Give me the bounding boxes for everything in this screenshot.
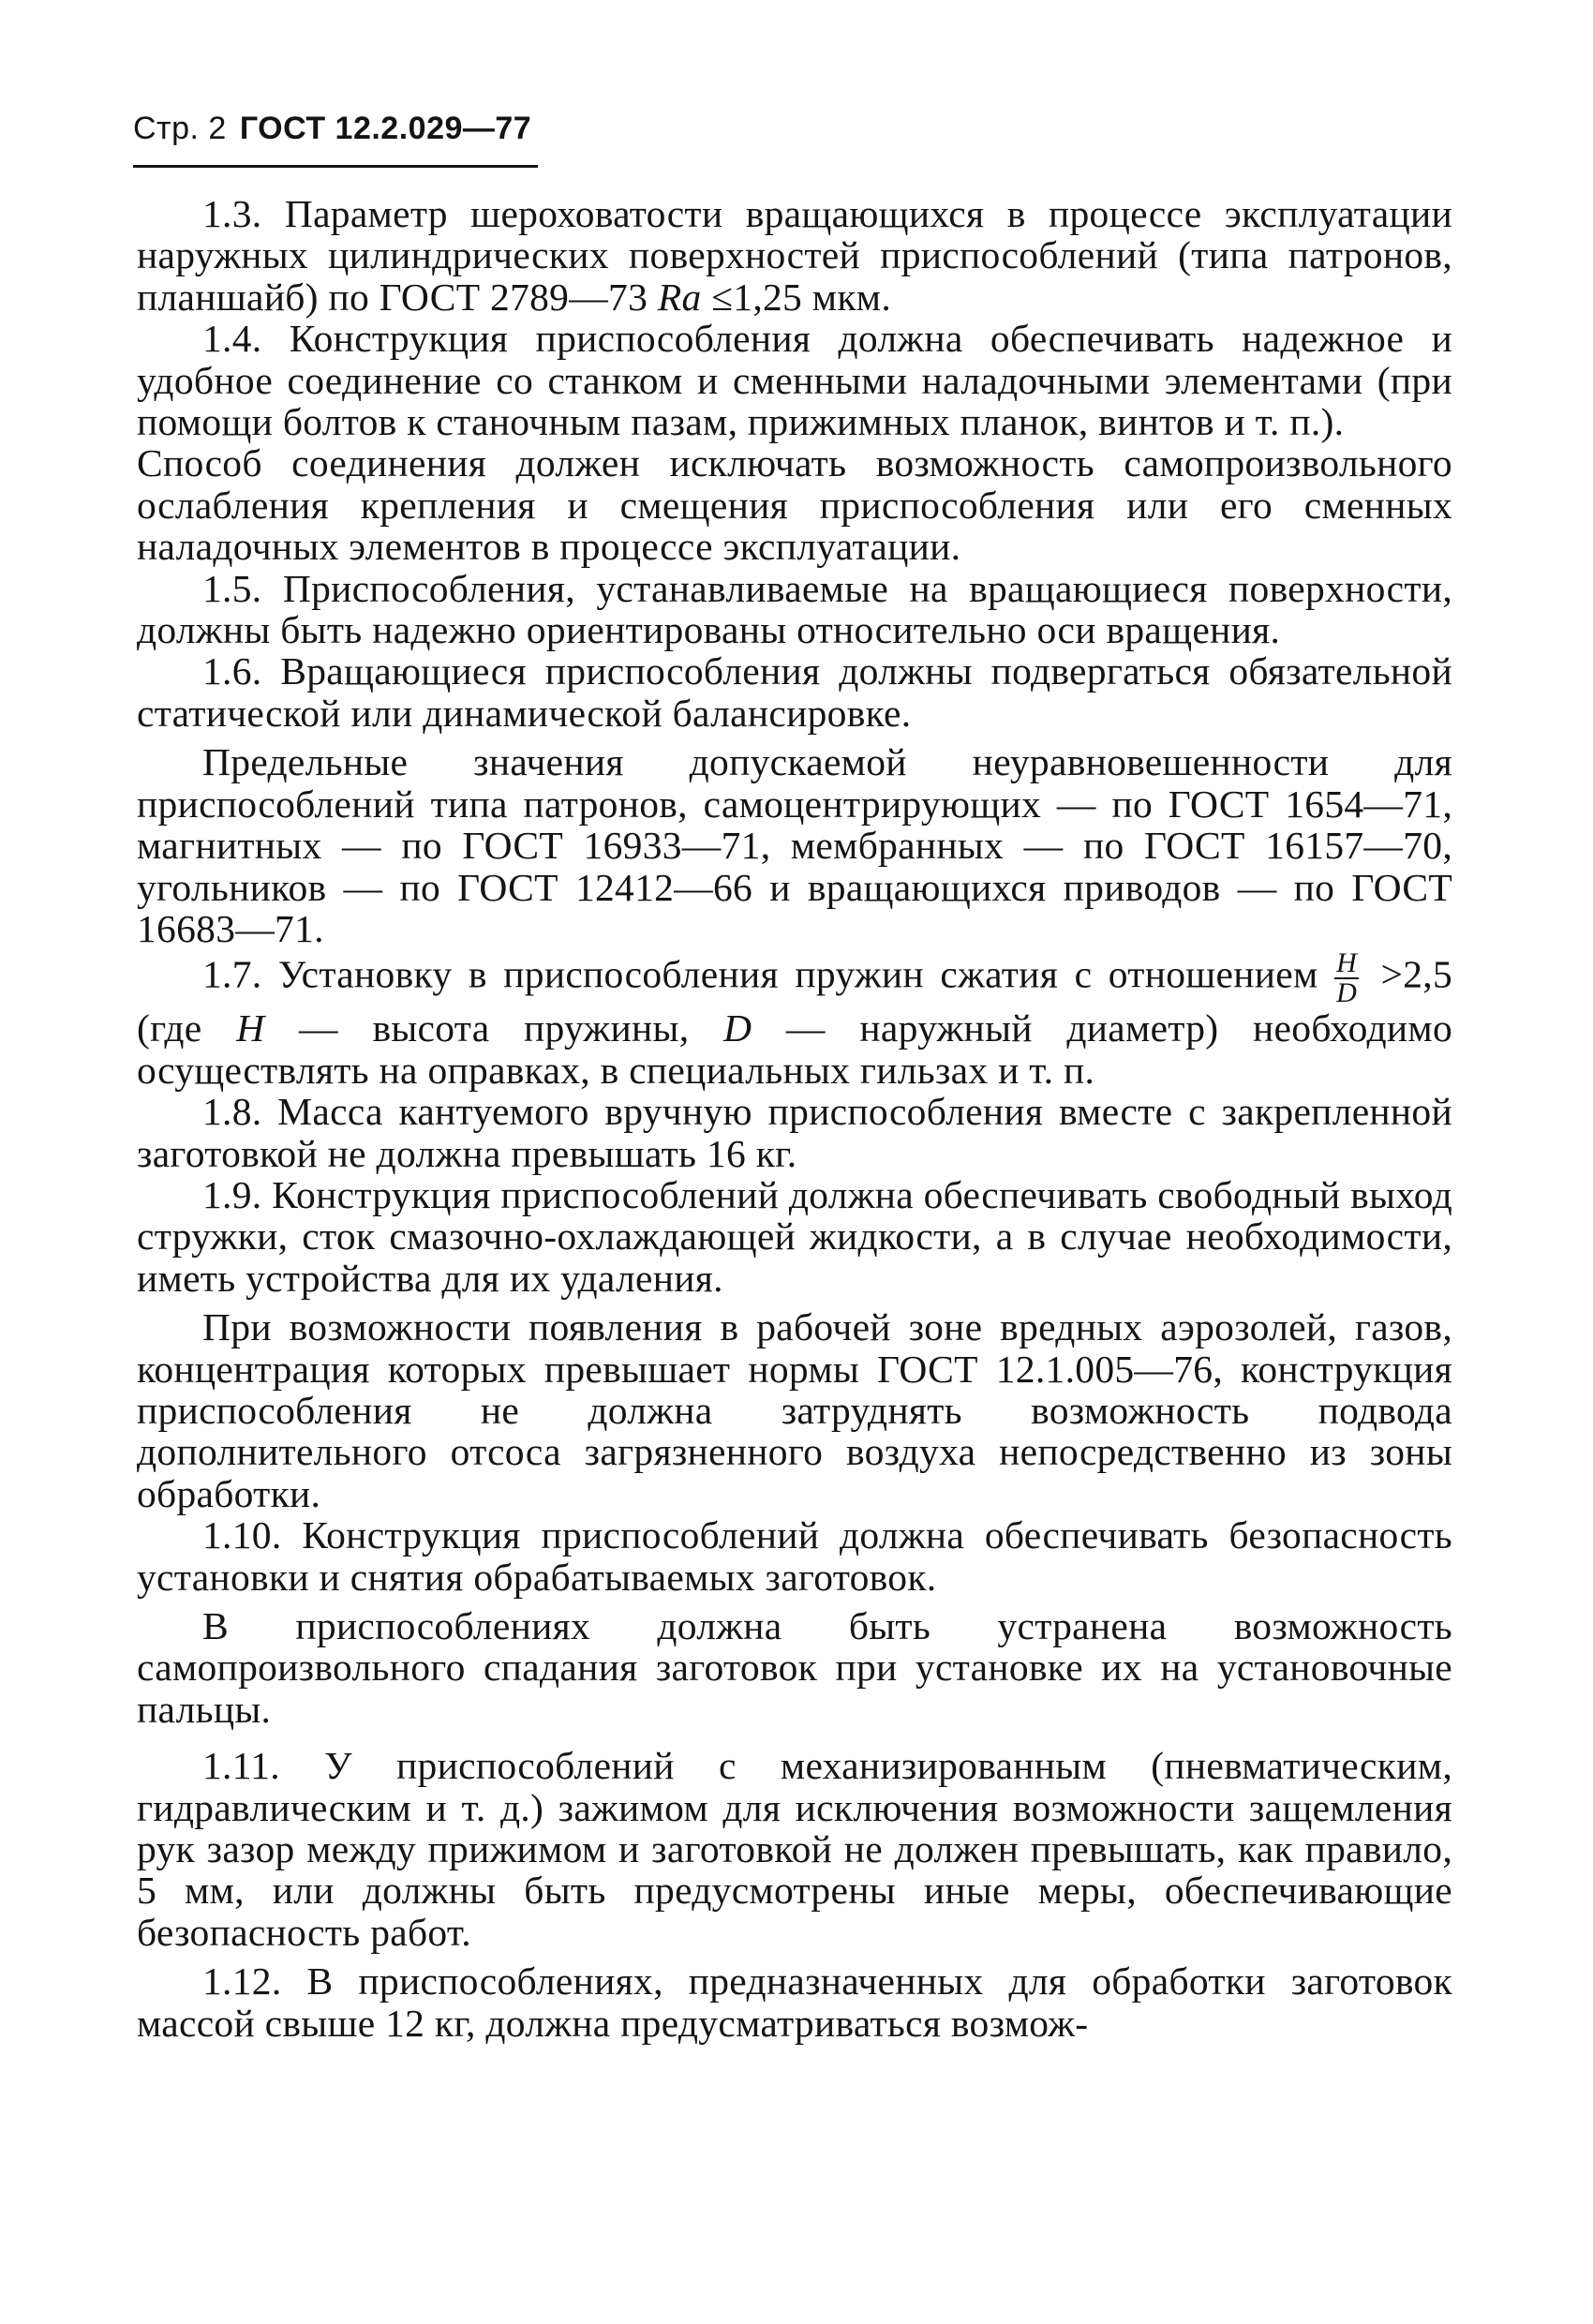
height-symbol: H bbox=[236, 1006, 265, 1050]
paragraph-1-10: 1.10. Конструкция приспособлений должна обеспечивать безопасность установки и снятия обрабатываемых заготовок. bbox=[137, 1513, 1452, 1599]
fraction-numerator: H bbox=[1336, 947, 1358, 979]
diameter-symbol: D bbox=[723, 1006, 752, 1050]
paragraph-1-6-cont: Предельные значения допускаемой неуравновешенности для приспособлений типа патронов, самоцентрирующих — по ГОСТ 1654—71, магнитных — по ГОСТ 16933—71, мембранных — по ГОСТ 16157—70, угольников — по ГОСТ 12412—66 и вращающихся приводов — по ГОСТ 16683—71. bbox=[137, 740, 1452, 950]
diameter-description: — наружный диаметр) необходимо осуществлять на оправках, в специальных гильзах и т. п. bbox=[137, 1006, 1453, 1092]
header-divider bbox=[133, 165, 538, 168]
paragraph-1-4: 1.4. Конструкция приспособления должна обеспечивать надежное и удобное соединение со станком и сменными наладочными элементами (при помощи болтов к станочным пазам, прижимных планок, винтов и т. п.). bbox=[137, 317, 1452, 444]
roughness-value: ≤1,25 мкм. bbox=[701, 275, 892, 319]
document-body bbox=[137, 193, 1452, 2044]
paragraph-1-6: 1.6. Вращающиеся приспособления должны подвергаться обязательной статической или динамической балансировке. bbox=[137, 649, 1452, 735]
paragraph-1-5: 1.5. Приспособления, устанавливаемые на вращающиеся поверхности, должны быть надежно ориентированы относительно оси вращения. bbox=[137, 566, 1452, 652]
height-description: — высота пружины, bbox=[264, 1006, 724, 1050]
roughness-symbol: Ra bbox=[657, 275, 702, 319]
paragraph-1-9: 1.9. Конструкция приспособлений должна обеспечивать свободный выход стружки, сток смазочно-охлаждающей жидкости, а в случае необходимости, иметь устройства для их удаления. bbox=[137, 1172, 1452, 1300]
paragraph-1-3 bbox=[137, 193, 1452, 318]
paragraph-1-12: 1.12. В приспособлениях, предназначенных для обработки заготовок массой свыше 12 кг, должна предусматриваться возмож- bbox=[137, 1959, 1452, 2045]
paragraph-1-9-cont: При возможности появления в рабочей зоне вредных аэрозолей, газов, концентрация которых превышает нормы ГОСТ 12.1.005—76, конструкция приспособления не должна затруднять возможность подвода дополнительного отсоса загрязненного воздуха непосредственно из зоны обработки. bbox=[137, 1305, 1452, 1515]
page-number: Стр. 2 bbox=[133, 111, 227, 146]
paragraph-1-7-text: 1.7. Установку в приспособления пружин сжатия с отношением bbox=[202, 952, 1318, 996]
paragraph-1-8: 1.8. Масса кантуемого вручную приспособления вместе с закрепленной заготовкой не должна превышать 16 кг. bbox=[137, 1090, 1452, 1175]
paragraph-1-4-cont: Способ соединения должен исключать возможность самопроизвольного ослабления крепления и смещения приспособления или его сменных наладочных элементов в процессе эксплуатации. bbox=[137, 441, 1452, 569]
paragraph-1-3-text: 1.3. Параметр шероховатости вращающихся в процессе эксплуатации наружных цилиндрических поверхностей приспособлений (типа патронов, планшайб) по ГОСТ 2789—73 bbox=[137, 192, 1452, 319]
paragraph-1-11: 1.11. У приспособлений с механизированным (пневматическим, гидравлическим и т. д.) зажимом для исключения возможности защемления рук зазор между прижимом и заготовкой не должен превышать, как правило, 5 мм, или должны быть предусмотрены иные меры, обеспечивающие безопасность работ. bbox=[137, 1744, 1452, 1954]
paragraph-1-7 bbox=[137, 949, 1452, 1091]
standard-designation: ГОСТ 12.2.029—77 bbox=[239, 111, 532, 146]
paragraph-1-10-cont: В приспособлениях должна быть устранена возможность самопроизвольного спадания заготовок при установке их на установочные пальцы. bbox=[137, 1604, 1452, 1731]
page-header bbox=[133, 111, 531, 147]
spring-ratio-fraction bbox=[1334, 949, 1359, 1007]
ratio-condition: >2,5 (где bbox=[137, 952, 1452, 1050]
fraction-denominator: D bbox=[1336, 977, 1358, 1009]
